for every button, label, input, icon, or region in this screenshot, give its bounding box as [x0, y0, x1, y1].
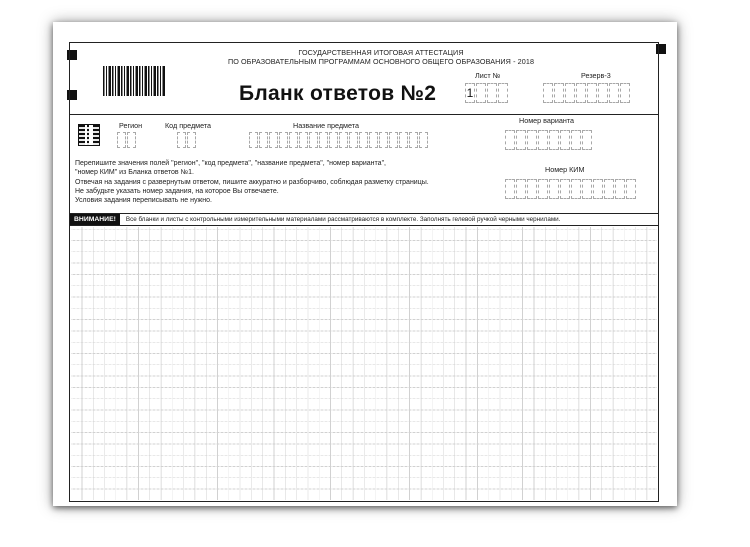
subject-name-cell[interactable] [349, 132, 358, 148]
kim-cell[interactable] [626, 179, 636, 199]
subject-name-cell[interactable] [249, 132, 258, 148]
region-cell[interactable] [117, 132, 126, 148]
subject-name-cell[interactable] [399, 132, 408, 148]
instruction-line: Перепишите значения полей "регион", "код предмета", "название предмета", "номер варианта", [75, 160, 386, 167]
subject-name-cell[interactable] [369, 132, 378, 148]
reserve-cell[interactable] [543, 83, 553, 103]
sheet-number-field[interactable] [465, 83, 509, 103]
barcode-icon [103, 66, 165, 96]
warning-tag: ВНИМАНИЕ! [70, 214, 120, 225]
variant-cell[interactable] [582, 130, 592, 150]
reserve-cell[interactable] [620, 83, 630, 103]
sheet-number-label: Лист № [475, 71, 501, 80]
answer-grid[interactable] [71, 227, 657, 500]
subject-name-cell[interactable] [309, 132, 318, 148]
subject-name-label: Название предмета [293, 121, 359, 130]
warning-bar [70, 213, 658, 226]
kim-cell[interactable] [582, 179, 592, 199]
region-label: Регион [119, 121, 143, 130]
kim-cell[interactable] [615, 179, 625, 199]
page-title: Бланк ответов №2 [239, 82, 437, 105]
subject-name-cell[interactable] [409, 132, 418, 148]
kim-cell[interactable] [516, 179, 526, 199]
reserve-cell[interactable] [554, 83, 564, 103]
subject-code-field[interactable] [177, 132, 197, 148]
sheet-number-cell[interactable]: 1 [465, 83, 475, 103]
subject-code-cell[interactable] [187, 132, 196, 148]
subject-name-cell[interactable] [269, 132, 278, 148]
variant-cell[interactable] [527, 130, 537, 150]
variant-field[interactable] [505, 130, 593, 150]
reserve-cell[interactable] [576, 83, 586, 103]
qr-code-icon [79, 125, 99, 145]
subject-name-field[interactable] [249, 132, 429, 148]
variant-cell[interactable] [516, 130, 526, 150]
subject-name-cell[interactable] [389, 132, 398, 148]
reserve-cell[interactable] [565, 83, 575, 103]
kim-cell[interactable] [505, 179, 515, 199]
subject-name-cell[interactable] [299, 132, 308, 148]
header-line-1: ГОСУДАРСТВЕННАЯ ИТОГОВАЯ АТТЕСТАЦИЯ [298, 48, 464, 57]
subject-code-label: Код предмета [165, 121, 212, 130]
kim-cell[interactable] [549, 179, 559, 199]
instruction-line: Отвечая на задания с развернутым ответом, пишите аккуратно и разборчиво, соблюдая разметку страницы. [75, 179, 429, 186]
subject-name-cell[interactable] [289, 132, 298, 148]
kim-cell[interactable] [538, 179, 548, 199]
subject-code-cell[interactable] [177, 132, 186, 148]
kim-cell[interactable] [560, 179, 570, 199]
subject-name-cell[interactable] [359, 132, 368, 148]
sheet-number-cell[interactable] [498, 83, 508, 103]
reserve-cell[interactable] [598, 83, 608, 103]
subject-name-cell[interactable] [379, 132, 388, 148]
header-line-2: ПО ОБРАЗОВАТЕЛЬНЫМ ПРОГРАММАМ ОСНОВНОГО ОБЩЕГО ОБРАЗОВАНИЯ - 2018 [227, 57, 535, 66]
instruction-line: Условия задания переписывать не нужно. [75, 197, 212, 204]
variant-cell[interactable] [505, 130, 515, 150]
region-cell[interactable] [127, 132, 136, 148]
subject-name-cell[interactable] [329, 132, 338, 148]
kim-field[interactable] [505, 179, 637, 199]
instruction-line: "номер КИМ" из Бланка ответов №1. [75, 169, 194, 176]
kim-cell[interactable] [571, 179, 581, 199]
variant-cell[interactable] [538, 130, 548, 150]
subject-name-cell[interactable] [279, 132, 288, 148]
variant-cell[interactable] [560, 130, 570, 150]
subject-name-cell[interactable] [259, 132, 268, 148]
kim-cell[interactable] [604, 179, 614, 199]
kim-cell[interactable] [593, 179, 603, 199]
variant-label: Номер варианта [519, 116, 575, 125]
variant-cell[interactable] [571, 130, 581, 150]
subject-name-cell[interactable] [419, 132, 428, 148]
sheet-number-cell[interactable] [476, 83, 486, 103]
header-divider [70, 114, 658, 115]
answer-sheet [53, 22, 677, 506]
reserve-label: Резерв-3 [581, 71, 611, 80]
region-field[interactable] [117, 132, 137, 148]
kim-label: Номер КИМ [545, 165, 585, 174]
reserve-cell[interactable] [609, 83, 619, 103]
reserve-field[interactable] [543, 83, 631, 103]
sheet-number-cell[interactable] [487, 83, 497, 103]
variant-cell[interactable] [549, 130, 559, 150]
reserve-cell[interactable] [587, 83, 597, 103]
subject-name-cell[interactable] [319, 132, 328, 148]
warning-text: Все бланки и листы с контрольными измерительными материалами рассматриваются в комплекте. Заполнять гелевой ручкой черными чернилами. [125, 216, 561, 223]
subject-name-cell[interactable] [339, 132, 348, 148]
kim-cell[interactable] [527, 179, 537, 199]
instruction-line: Не забудьте указать номер задания, на которое Вы отвечаете. [75, 188, 279, 195]
